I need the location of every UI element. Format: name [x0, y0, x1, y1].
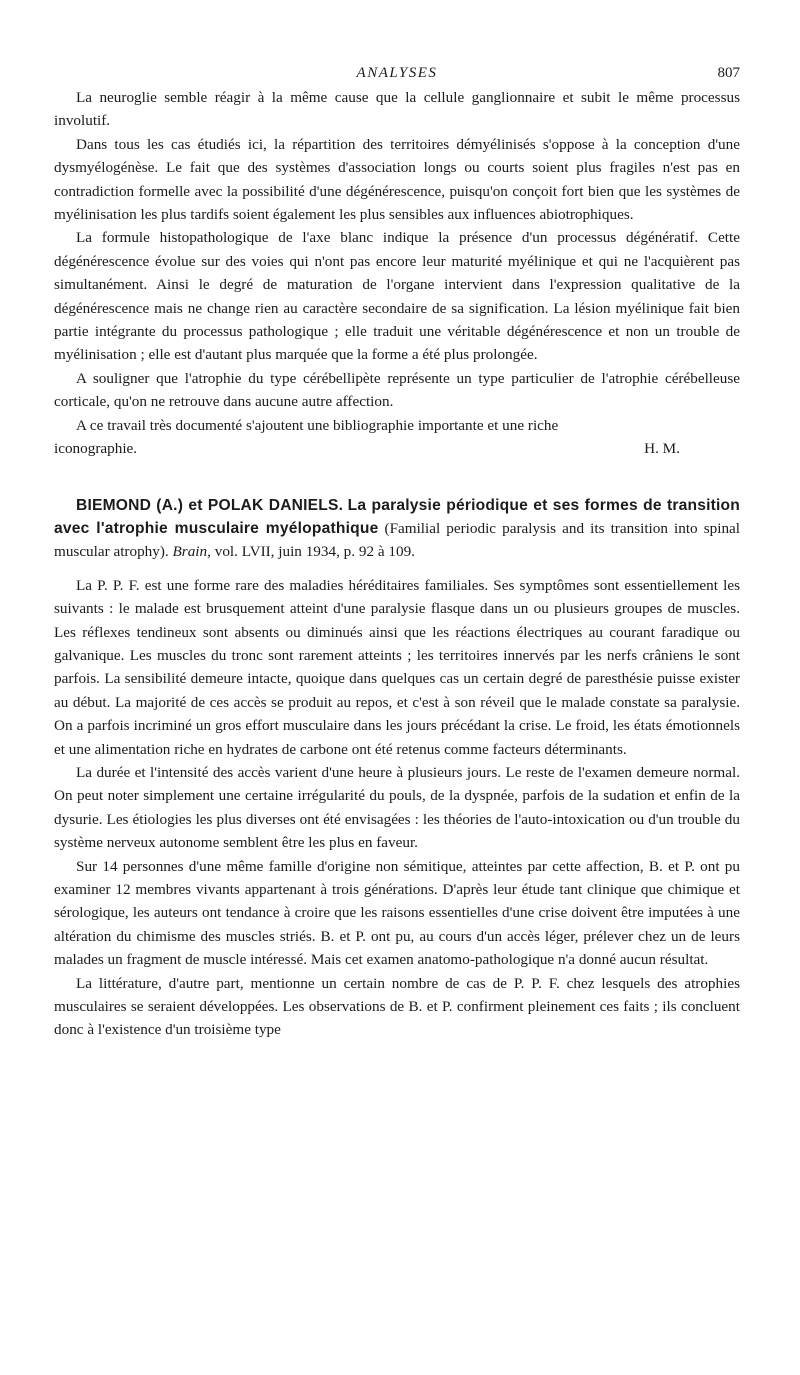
paragraph: Dans tous les cas étudiés ici, la répartition des territoires démyélinisés s'oppose à la conception d'une dysmyélogénèse. Le fait que des systèmes d'association longs ou courts soient plus fragiles n'est pas en contradiction formelle avec la possibilité d'une dégénérescence, puisqu'on conçoit fort bien que les systèmes de myélinisation les plus tardifs soient également les plus sensibles aux influences abiotrophiques. — [54, 135, 740, 224]
reference-authors: BIEMOND (A.) et POLAK DANIELS. — [76, 496, 344, 514]
page-header — [54, 58, 740, 86]
paragraph: Sur 14 personnes d'une même famille d'origine non sémitique, atteintes par cette affection, B. et P. ont pu examiner 12 membres vivants appartenant à trois générations. D'après leur étude tant clinique que chimique et sérologique, les auteurs ont tendance à croire que les raisons essentielles d'une crise doivent être imputées à une altération du chimisme des muscles striés. B. et P. ont pu, au cours d'un accès léger, prélever chez un de leurs malades un fragment de muscle intéressé. Mais cet examen anatomo-pathologique n'a donné aucun résultat. — [54, 857, 740, 969]
reference-title: La paralysie périodique et ses formes de transition avec l'atrophie musculaire myélopathique — [54, 496, 741, 537]
reviewer-signature: H. M. — [644, 440, 680, 458]
running-title: ANALYSES — [356, 65, 438, 81]
review-continuation — [54, 86, 740, 461]
paragraph: La formule histopathologique de l'axe blanc indique la présence d'un processus dégénératif. Cette dégénérescence évolue sur des voies qui n'ont pas encore leur maturité myélinique et qui ne l'acquièrent pas simultanément. Ainsi le degré de maturation de l'organe intervient dans l'expression qualitative de la dégénérescence mais ne change rien au caractère secondaire de sa signification. La lésion myélinique fait bien partie intégrante du processus pathologique ; elle traduit une véritable dégénérescence et non un trouble de myélinisation ; elle est d'autant plus marquée que la forme a été plus prolongée. — [54, 229, 740, 364]
paragraph: La P. P. F. est une forme rare des maladies héréditaires familiales. Ses symptômes sont essentiellement les suivants : le malade est brusquement atteint d'une paralysie flasque dans un ou plusieurs groupes de muscles. Les réflexes tendineux sont absents ou diminués ainsi que les réactions électriques au courant faradique ou galvanique. Les muscles du tronc sont rarement atteints ; les territoires innervés par les nerfs crâniens le sont parfois. La sensibilité demeure intacte, quoique dans quelques cas un certain degré de paresthésie puisse exister au début. La majorité de ces accès se produit au repos, et c'est à son réveil que le malade constate sa paralysie. On a parfois incriminé un gros effort musculaire dans les jours précédant la crise. Le froid, les états émotionnels et une alimentation riche en hydrates de carbone ont été retenus comme facteurs déterminants. — [54, 576, 740, 758]
paragraph-end: iconographie. — [54, 440, 138, 458]
paragraph: La littérature, d'autre part, mentionne un certain nombre de cas de P. P. F. chez lesquels des atrophies musculaires se seraient développées. Les observations de B. et P. confirment pleinement ces faits ; ils concluent donc à l'existence d'un troisième type — [54, 974, 740, 1039]
paragraph: A souligner que l'atrophie du type cérébellipète représente un type particulier de l'atrophie cérébelleuse corticale, qu'on ne retrouve dans aucune autre affection. — [54, 369, 740, 411]
paragraph: A ce travail très documenté s'ajoutent une bibliographie importante et une riche — [76, 416, 559, 434]
reference-journal: Brain, — [172, 543, 211, 561]
review-body — [54, 574, 740, 1042]
paragraph: La neuroglie semble réagir à la même cause que la cellule ganglionnaire et subit le même processus involutif. — [54, 89, 740, 130]
signature-line — [54, 437, 740, 460]
page-number: 807 — [717, 65, 740, 81]
reference-details: vol. LVII, juin 1934, p. 92 à 109. — [214, 543, 415, 561]
bibliographic-reference — [54, 494, 740, 564]
page — [54, 58, 740, 1042]
reference-english-title: (Familial periodic paralysis and its transition into spinal muscular atrophy). — [54, 519, 741, 561]
paragraph: La durée et l'intensité des accès varient d'une heure à plusieurs jours. Le reste de l'examen demeure normal. On peut noter simplement une certaine irrégularité du pouls, de la dyspnée, parfois de la sudation et enfin de la dysurie. Les étiologies les plus diverses ont été envisagées : les théories de l'auto-intoxication ou d'un trouble du système nerveux autonome semblent être les plus en faveur. — [54, 763, 740, 852]
